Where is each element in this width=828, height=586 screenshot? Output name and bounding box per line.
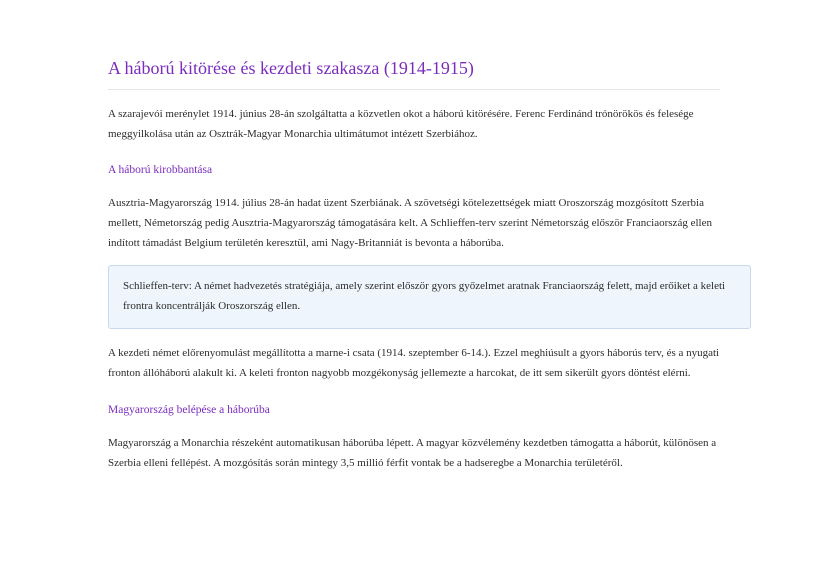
section-heading-outbreak: A háború kirobbantása bbox=[108, 164, 213, 176]
page-title: A háború kitörése és kezdeti szakasza (1914-1915) bbox=[108, 58, 474, 78]
hungary-paragraph: Magyarország a Monarchia részeként automatikusan háborúba lépett. A magyar közvélemény kezdetben támogatta a háborút, különösen a Szerbia elleni fellépést. A mozgósítás során mintegy 3,5 millió férfit vontak be a hadseregbe a Monarchia területéről. bbox=[108, 437, 717, 469]
schlieffen-note-box bbox=[108, 265, 751, 329]
intro-paragraph: A szarajevói merénylet 1914. június 28-án szolgáltatta a közvetlen okot a háború kitörésére. Ferenc Ferdinánd trónörökös és felesége meggyilkolása után az Osztrák-Magyar Monarchia ultimátumot intézett Szerbiához. bbox=[108, 108, 694, 140]
schlieffen-note-text: Schlieffen-terv: A német hadvezetés stratégiája, amely szerint először gyors győzelmet aratnak Franciaország felett, majd erőiket a keleti frontra koncentrálják Oroszország ellen. bbox=[123, 280, 726, 312]
marne-paragraph: A kezdeti német előrenyomulást megállította a marne-i csata (1914. szeptember 6-14.). Ezzel meghiúsult a gyors háborús terv, és a nyugati fronton állóháború alakult ki. A keleti fronton nagyobb mozgékonyság jellemezte a harcokat, de itt sem sikerült gyors döntést elérni. bbox=[108, 347, 720, 379]
title-divider bbox=[108, 89, 720, 90]
section-heading-hungary: Magyarország belépése a háborúba bbox=[108, 404, 270, 416]
outbreak-paragraph: Ausztria-Magyarország 1914. július 28-án hadat üzent Szerbiának. A szövetségi kötelezettségek miatt Oroszország mozgósított Szerbia mellett, Németország pedig Ausztria-Magyarország támogatására kelt. A Schlieffen-terv szerint Németország először Franciaország ellen indított támadást Belgium területén keresztül, ami Nagy-Britanniát is bevonta a háborúba. bbox=[108, 197, 712, 249]
